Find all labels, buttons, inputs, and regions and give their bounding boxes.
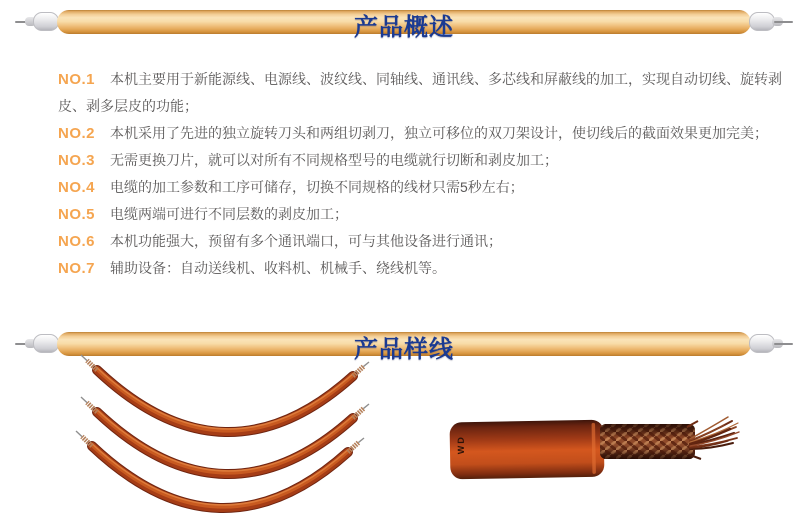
item-number: NO.2 bbox=[58, 125, 96, 142]
item-text: 电缆两端可进行不同层数的剥皮加工； bbox=[110, 206, 349, 222]
section-title-samples: 产品样线 bbox=[354, 336, 454, 363]
list-item-5 bbox=[58, 201, 782, 228]
overview-banner bbox=[0, 0, 808, 46]
list-item-1 bbox=[58, 66, 782, 120]
list-item-3 bbox=[58, 147, 782, 174]
cable-jacket bbox=[450, 420, 605, 480]
stripped-cable-closeup-image bbox=[440, 405, 760, 505]
item-number: NO.3 bbox=[58, 152, 96, 169]
list-item-2 bbox=[58, 120, 782, 147]
item-number: NO.5 bbox=[58, 206, 96, 223]
item-number: NO.1 bbox=[58, 71, 96, 88]
item-text: 无需更换刀片，就可以对所有不同规格型号的电缆就行切断和剥皮加工； bbox=[110, 152, 559, 168]
overview-list bbox=[58, 66, 782, 282]
item-text: 本机主要用于新能源线、电源线、波纹线、同轴线、通讯线、多芯线和屏蔽线的加工，实现自动切线、旋转剥皮、剥多层皮的功能； bbox=[58, 71, 783, 114]
jacket-print-text: WD bbox=[455, 435, 467, 455]
item-number: NO.7 bbox=[58, 260, 96, 277]
list-item-4 bbox=[58, 174, 782, 201]
sample-wire-1 bbox=[81, 355, 369, 432]
item-text: 电缆的加工参数和工序可储存，切换不同规格的线材只需5秒左右； bbox=[110, 179, 524, 195]
curved-sample-wires-image bbox=[68, 352, 378, 520]
section-title-overview: 产品概述 bbox=[354, 14, 454, 41]
item-number: NO.6 bbox=[58, 233, 96, 250]
list-item-7 bbox=[58, 255, 782, 282]
copper-braid bbox=[600, 421, 701, 459]
item-text: 辅助设备：自动送线机、收料机、机械手、绕线机等。 bbox=[110, 260, 447, 276]
item-text: 本机采用了先进的独立旋转刀头和两组切剥刀，独立可移位的双刀架设计，使切线后的截面效果更加完美； bbox=[110, 125, 769, 141]
item-number: NO.4 bbox=[58, 179, 96, 196]
list-item-6 bbox=[58, 228, 782, 255]
item-text: 本机功能强大，预留有多个通讯端口，可与其他设备进行通讯； bbox=[110, 233, 503, 249]
